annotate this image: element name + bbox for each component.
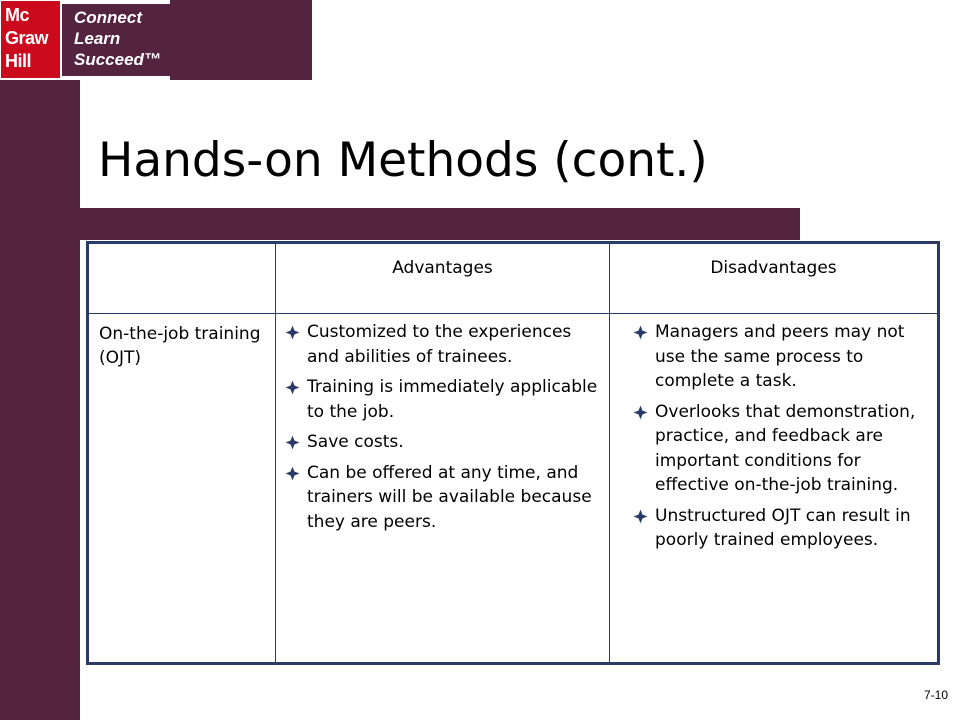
logo-brand-block: [1, 1, 60, 78]
advantage-text: Can be offered at any time, and trainers will be available because they are peers.: [307, 462, 592, 532]
logo-brand-line: Hill: [5, 51, 32, 71]
diamond-bullet-icon: [633, 405, 648, 420]
mcgraw-hill-logo: [0, 0, 170, 80]
row-label: On-the-job training (OJT): [99, 324, 261, 368]
advantage-text: Save costs.: [307, 432, 404, 452]
disadvantage-item: [631, 320, 931, 394]
header-disadvantages: Disadvantages: [710, 258, 837, 278]
advantage-item: [283, 375, 603, 424]
diamond-bullet-icon: [285, 435, 300, 450]
disadvantage-item: [631, 400, 931, 498]
slide-title: Hands-on Methods (cont.): [98, 133, 708, 188]
logo-brand-line: Mc: [5, 5, 30, 25]
advantage-item: [283, 461, 603, 535]
logo-tagline-block: [62, 4, 170, 76]
disadvantage-text: Managers and peers may not use the same process to complete a task.: [655, 322, 905, 391]
diamond-bullet-icon: [633, 509, 648, 524]
disadvantage-text: Unstructured OJT can result in poorly trained employees.: [655, 505, 911, 550]
comparison-table: [86, 241, 940, 665]
diamond-bullet-icon: [285, 380, 300, 395]
header-divider: [89, 313, 937, 314]
logo-tagline-line: Learn: [74, 29, 121, 48]
logo-tagline-line: Succeed™: [74, 50, 161, 69]
advantages-list: [283, 320, 603, 540]
column-divider: [275, 244, 276, 662]
left-band: [0, 0, 80, 720]
advantage-text: Customized to the experiences and abilities of trainees.: [307, 322, 572, 367]
header-advantages: Advantages: [392, 258, 493, 278]
column-divider: [609, 244, 610, 662]
title-underline-bar: [80, 208, 800, 240]
logo-brand-line: Graw: [5, 28, 49, 48]
page-number: 7-10: [923, 688, 948, 702]
disadvantage-item: [631, 504, 931, 553]
disadvantage-text: Overlooks that demonstration, practice, and feedback are important conditions for effective on-the-job training.: [655, 401, 916, 495]
advantage-item: [283, 320, 603, 369]
advantage-text: Training is immediately applicable to the job.: [307, 377, 598, 422]
diamond-bullet-icon: [633, 325, 648, 340]
logo-tagline-line: Connect: [74, 8, 142, 27]
diamond-bullet-icon: [285, 325, 300, 340]
diamond-bullet-icon: [285, 466, 300, 481]
advantage-item: [283, 430, 603, 455]
disadvantages-list: [631, 320, 931, 559]
